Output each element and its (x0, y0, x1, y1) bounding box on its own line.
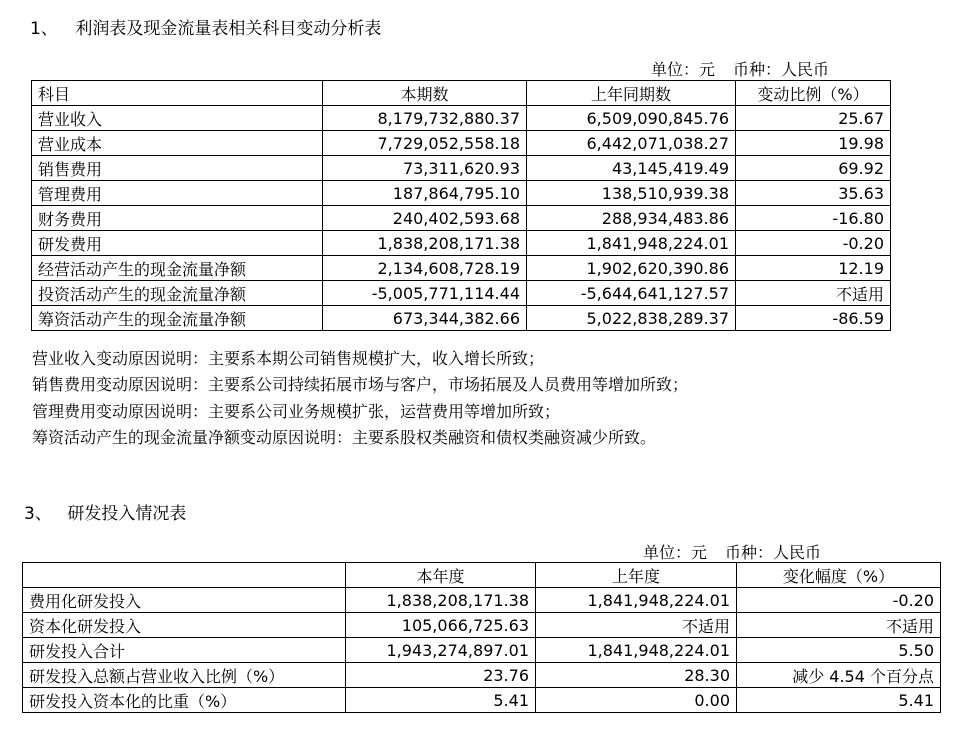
current-value: 1,838,208,171.38 (323, 231, 527, 256)
table-row (32, 156, 891, 181)
table-row (23, 688, 941, 713)
header-prior: 上年同期数 (527, 81, 736, 106)
table-row (32, 131, 891, 156)
header-subject: 科目 (32, 81, 323, 106)
this-year-value: 105,066,725.63 (346, 613, 536, 638)
row-label: 费用化研发投入 (23, 588, 346, 613)
table-row (32, 281, 891, 306)
change-ratio: 不适用 (736, 281, 891, 306)
table-row (32, 306, 891, 331)
row-label: 投资活动产生的现金流量净额 (32, 281, 323, 306)
row-label: 营业收入 (32, 106, 323, 131)
section3-title (24, 499, 186, 524)
table-row (32, 256, 891, 281)
change-ratio: 35.63 (736, 181, 891, 206)
last-year-value: 1,841,948,224.01 (536, 588, 737, 613)
row-label: 研发投入总额占营业收入比例（%） (23, 663, 346, 688)
current-value: 187,864,795.10 (323, 181, 527, 206)
last-year-value: 28.30 (536, 663, 737, 688)
last-year-value: 不适用 (536, 613, 737, 638)
change-ratio: 19.98 (736, 131, 891, 156)
change-ratio: 69.92 (736, 156, 891, 181)
table-row (32, 206, 891, 231)
section3-title-text: 研发投入情况表 (67, 504, 187, 524)
row-label: 资本化研发投入 (23, 613, 346, 638)
change-explanations (32, 346, 688, 451)
change-range: 不适用 (737, 613, 941, 638)
prior-value: 6,509,090,845.76 (527, 106, 736, 131)
row-label: 筹资活动产生的现金流量净额 (32, 306, 323, 331)
this-year-value: 23.76 (346, 663, 536, 688)
section3-unit: 单位：元 (643, 543, 708, 562)
current-value: 73,311,620.93 (323, 156, 527, 181)
note-financing-cashflow: 筹资活动产生的现金流量净额变动原因说明：主要系股权类融资和债权类融资减少所致。 (32, 427, 657, 447)
header-item (23, 563, 346, 588)
table-row (23, 663, 941, 688)
section1-currency: 币种：人民币 (733, 60, 830, 79)
note-revenue: 营业收入变动原因说明：主要系本期公司销售规模扩大，收入增长所致； (32, 349, 545, 368)
prior-value: 5,022,838,289.37 (527, 306, 736, 331)
table-header-row (23, 563, 941, 588)
current-value: -5,005,771,114.44 (323, 281, 527, 306)
row-label: 研发费用 (32, 231, 323, 256)
row-label: 财务费用 (32, 206, 323, 231)
rd-investment-table (22, 562, 941, 713)
table-row (32, 181, 891, 206)
change-range: 减少 4.54 个百分点 (737, 663, 941, 688)
section1-title-text: 利润表及现金流量表相关科目变动分析表 (75, 19, 382, 39)
change-ratio: 25.67 (736, 106, 891, 131)
current-value: 8,179,732,880.37 (323, 106, 527, 131)
change-range: -0.20 (737, 588, 941, 613)
table-row (23, 638, 941, 663)
row-label: 销售费用 (32, 156, 323, 181)
header-change: 变动比例（%） (736, 81, 891, 106)
prior-value: 1,902,620,390.86 (527, 256, 736, 281)
section3-unit-line (643, 540, 821, 563)
header-change-range: 变化幅度（%） (737, 563, 941, 588)
prior-value: 1,841,948,224.01 (527, 231, 736, 256)
prior-value: 138,510,939.38 (527, 181, 736, 206)
change-ratio: -86.59 (736, 306, 891, 331)
section1-title (30, 14, 381, 39)
row-label: 营业成本 (32, 131, 323, 156)
income-cashflow-table (31, 80, 891, 331)
current-value: 7,729,052,558.18 (323, 131, 527, 156)
header-last-year: 上年度 (536, 563, 737, 588)
row-label: 管理费用 (32, 181, 323, 206)
table-header-row (32, 81, 891, 106)
section1-number: 1、 (30, 19, 58, 39)
change-range: 5.41 (737, 688, 941, 713)
table-row (32, 106, 891, 131)
change-ratio: -16.80 (736, 206, 891, 231)
row-label: 研发投入合计 (23, 638, 346, 663)
table-row (32, 231, 891, 256)
section3-currency: 币种：人民币 (725, 543, 822, 562)
this-year-value: 1,943,274,897.01 (346, 638, 536, 663)
table-row (23, 588, 941, 613)
change-ratio: 12.19 (736, 256, 891, 281)
last-year-value: 1,841,948,224.01 (536, 638, 737, 663)
section3-number: 3、 (24, 504, 52, 524)
this-year-value: 5.41 (346, 688, 536, 713)
prior-value: -5,644,641,127.57 (527, 281, 736, 306)
current-value: 673,344,382.66 (323, 306, 527, 331)
note-admin-expense: 管理费用变动原因说明：主要系公司业务规模扩张，运营费用等增加所致； (32, 401, 561, 421)
row-label: 研发投入资本化的比重（%） (23, 688, 346, 713)
prior-value: 6,442,071,038.27 (527, 131, 736, 156)
table-row (23, 613, 941, 638)
prior-value: 43,145,419.49 (527, 156, 736, 181)
current-value: 240,402,593.68 (323, 206, 527, 231)
change-ratio: -0.20 (736, 231, 891, 256)
section1-unit: 单位：元 (651, 60, 716, 79)
row-label: 经营活动产生的现金流量净额 (32, 256, 323, 281)
prior-value: 288,934,483.86 (527, 206, 736, 231)
this-year-value: 1,838,208,171.38 (346, 588, 536, 613)
section1-unit-line (651, 57, 829, 80)
note-selling-expense: 销售费用变动原因说明：主要系公司持续拓展市场与客户，市场拓展及人员费用等增加所致； (32, 375, 689, 395)
header-this-year: 本年度 (346, 563, 536, 588)
header-current: 本期数 (323, 81, 527, 106)
current-value: 2,134,608,728.19 (323, 256, 527, 281)
last-year-value: 0.00 (536, 688, 737, 713)
change-range: 5.50 (737, 638, 941, 663)
